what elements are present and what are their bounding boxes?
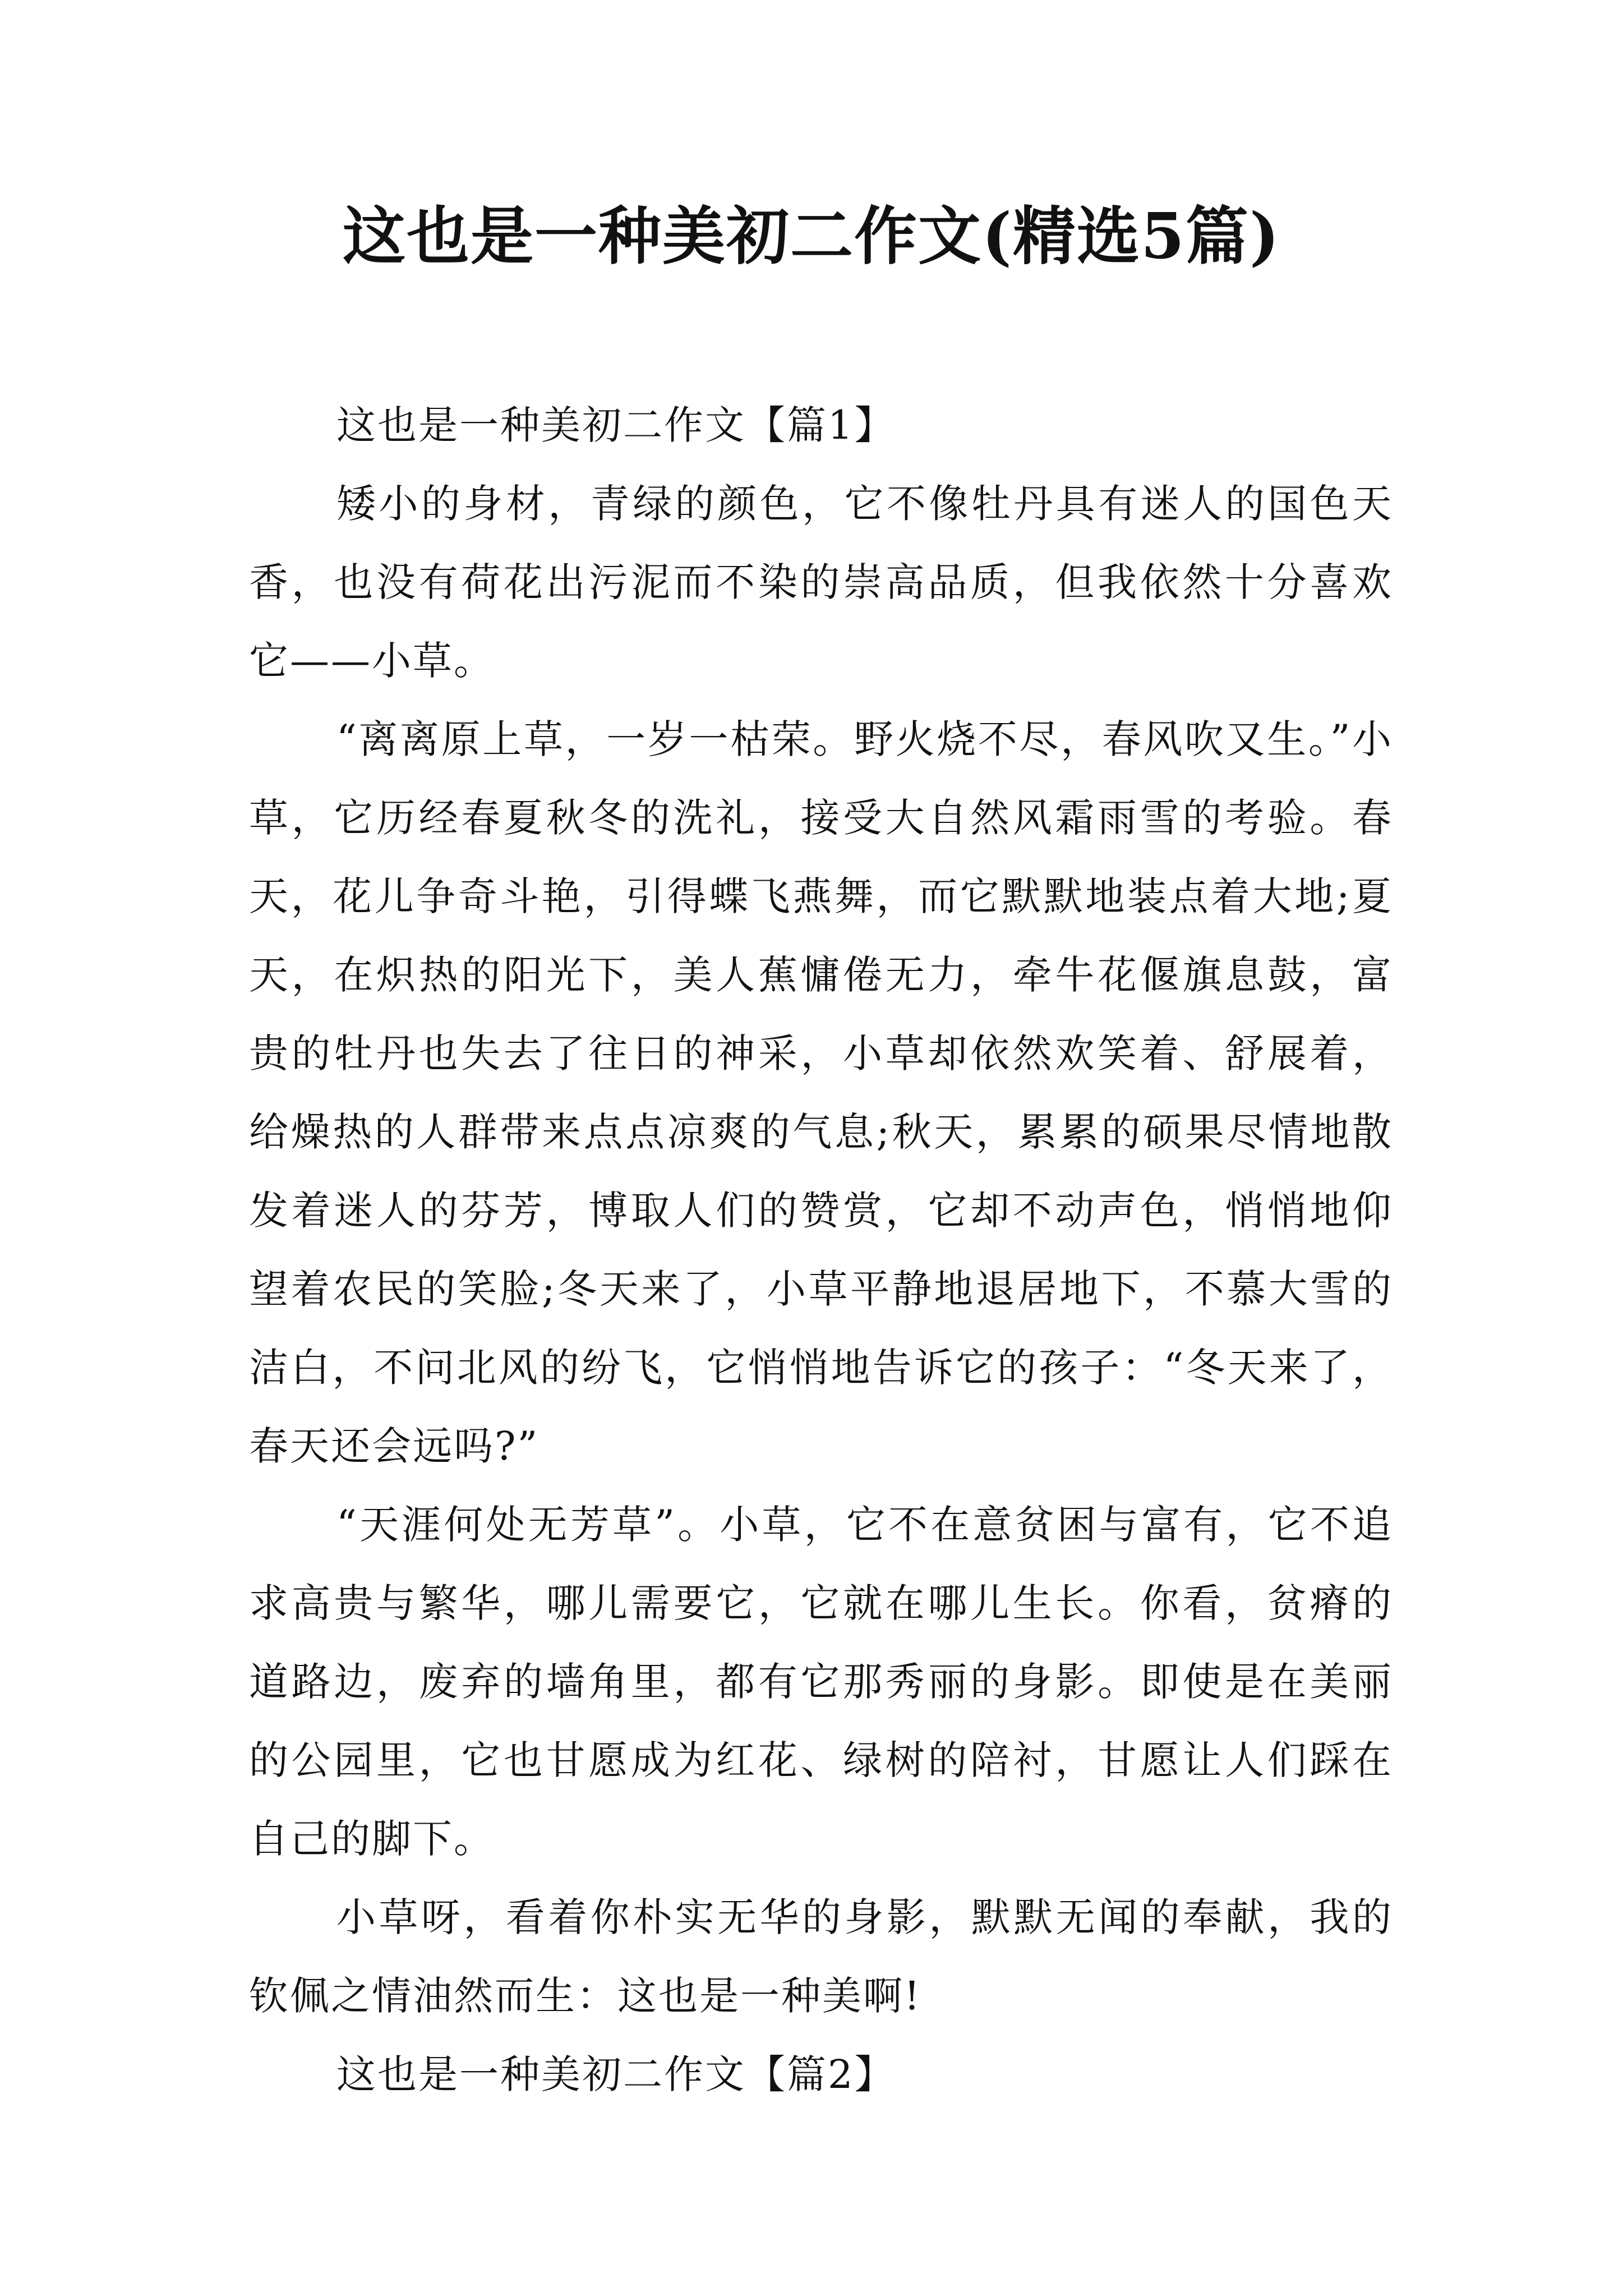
section-heading-2: 这也是一种美初二作文【篇2】 [336, 2051, 896, 2097]
section-heading-1: 这也是一种美初二作文【篇1】 [336, 402, 896, 448]
paragraph: 矮小的身材，青绿的颜色，它不像牡丹具有迷人的国色天香，也没有荷花出污泥而不染的崇高品质，但我依然十分喜欢它——小草。 [249, 481, 1393, 684]
document-title: 这也是一种美初二作文(精选5篇) [343, 200, 1280, 273]
paragraph: “离离原上草，一岁一枯荣。野火烧不尽，春风吹又生。”小草，它历经春夏秋冬的洗礼，接受大自然风霜雨雪的考验。春天，花儿争奇斗艳，引得蝶飞燕舞，而它默默地装点着大地;夏天，在炽热的阳光下，美人蕉慵倦无力，牵牛花偃旗息鼓，富贵的牡丹也失去了往日的神采，小草却依然欢笑着、舒展着，给燥热的人群带来点点凉爽的气息;秋天，累累的硕果尽情地散发着迷人的芬芳，博取人们的赞赏，它却不动声色，悄悄地仰望着农民的笑脸;冬天来了，小草平静地退居地下，不慕大雪的洁白，不问北风的纷飞，它悄悄地告诉它的孩子：“冬天来了，春天还会远吗?” [249, 716, 1393, 1469]
document-body [249, 386, 1393, 2114]
paragraph: “天涯何处无芳草”。小草，它不在意贫困与富有，它不追求高贵与繁华，哪儿需要它，它就在哪儿生长。你看，贫瘠的道路边，废弃的墙角里，都有它那秀丽的身影。即使是在美丽的公园里，它也甘愿成为红花、绿树的陪衬，甘愿让人们踩在自己的脚下。 [249, 1502, 1393, 1862]
paragraph: 小草呀，看着你朴实无华的身影，默默无闻的奉献，我的钦佩之情油然而生：这也是一种美啊! [249, 1894, 1393, 2019]
